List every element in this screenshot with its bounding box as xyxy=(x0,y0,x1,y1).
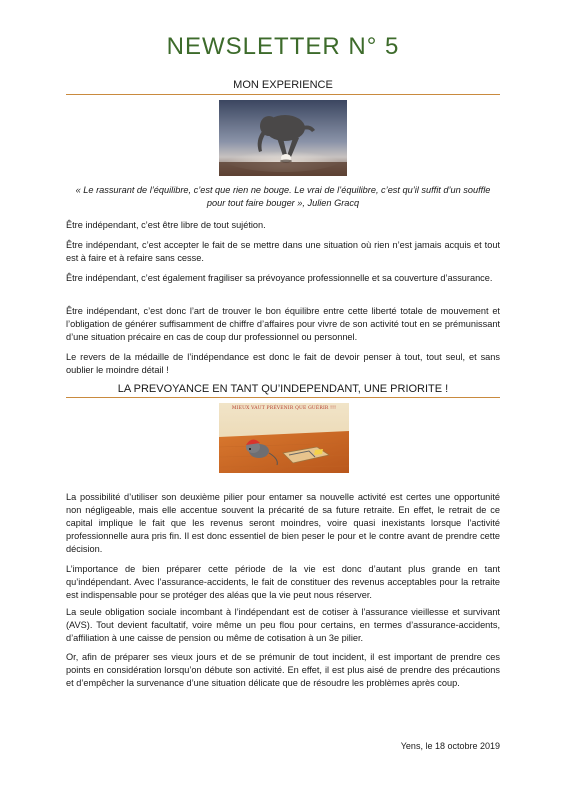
section-divider xyxy=(66,94,500,95)
elephant-balancing-image xyxy=(219,100,347,176)
mouse-trap-image xyxy=(219,403,349,473)
julien-gracq-quote: « Le rassurant de l’équilibre, c’est que rien ne bouge. Le vrai de l’équilibre, c’est qu’il suffit d’un souffle pour tout faire bouger », Julien Gracq xyxy=(75,185,491,208)
paragraph: Être indépendant, c’est accepter le fait de se mettre dans une situation où rien n’est jamais acquis et tout est à faire et à refaire sans cesse. xyxy=(66,240,500,263)
newsletter-title: NEWSLETTER N° 5 xyxy=(166,33,400,60)
section-heading-prevoyance: LA PREVOYANCE EN TANT QU’INDEPENDANT, UNE PRIORITE ! xyxy=(117,383,449,395)
paragraph: La seule obligation sociale incombant à l’indépendant est de cotiser à l’assurance vieillesse et survivant (AVS). Tout devient facultatif, voire même un peu flou pour certains, en termes d’assurance-accidents, d’affiliation à une caisse de pension ou même de cotisation à un 3e pilier. xyxy=(66,607,500,643)
paragraph: Être indépendant, c’est donc l’art de trouver le bon équilibre entre cette liberté totale de mouvement et l’obligation de générer suffisamment de chiffre d’affaires pour vivre de son activité tout en se prémunissant d’une situation précaire en cas de coup dur professionnel ou personnel. xyxy=(66,306,500,342)
paragraph: La possibilité d’utiliser son deuxième pilier pour entamer sa nouvelle activité est certes une opportunité non négligeable, mais elle accentue souvent la précarité de sa future retraite. En effet, le retrait de ce capital implique le fait que les revenus seront moindres, voire quasi inexistants lorsque l’activité professionnelle aura pris fin. Il est donc essentiel de bien peser le pour et le contre avant de prendre cette décision. xyxy=(66,492,500,554)
paragraph: L’importance de bien préparer cette période de la vie est donc d’autant plus grande en tant qu’indépendant. Avec l’assurance-accidents, le fait de constituer des revenus acceptables pour la retraite est indispensable pour se protéger des aléas que la vie peut nous réserver. xyxy=(66,564,500,600)
section-divider xyxy=(66,397,500,398)
paragraph: Le revers de la médaille de l’indépendance est donc le fait de devoir penser à tout, tout seul, et sans oublier le moindre détail ! xyxy=(66,352,500,375)
paragraph: Être indépendant, c’est être libre de tout sujétion. xyxy=(66,220,266,230)
paragraph: Être indépendant, c’est également fragiliser sa prévoyance professionnelle et sa couverture d’assurance. xyxy=(66,273,493,283)
section-heading-experience: MON EXPERIENCE xyxy=(233,79,333,91)
paragraph: Or, afin de préparer ses vieux jours et de se prémunir de tout incident, il est important de prendre ces points en considération lorsqu’on débute son activité. En effet, il est plus aisé de prendre des précautions et d’empêcher la survenance d’une situation délicate que de résoudre les problèmes après coup. xyxy=(66,652,500,688)
image-caption: MIEUX VAUT PRÉVENIR QUE GUÉRIR !!! xyxy=(231,406,337,411)
signature-date: Yens, le 18 octobre 2019 xyxy=(400,741,500,751)
